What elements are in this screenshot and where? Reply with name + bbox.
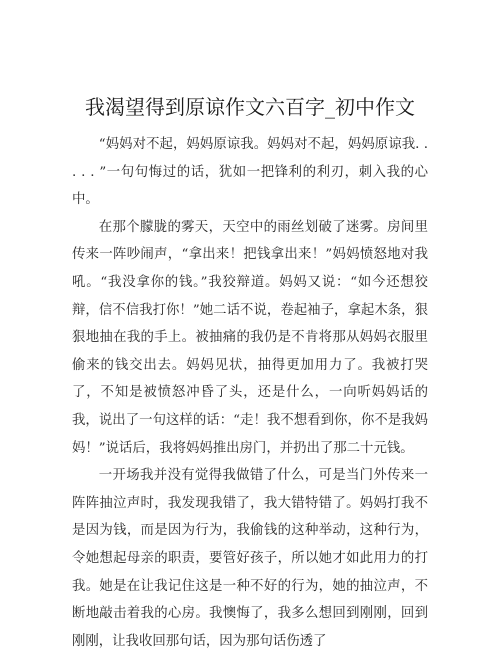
article-title: 我渴望得到原谅作文六百字_初中作文 — [85, 95, 415, 119]
article-paragraph: 一开场我并没有觉得我做错了什么，可是当门外传来一阵阵抽泣声时，我发现我错了，我大错特错了。妈妈打我不是因为钱，而是因为行为，我偷钱的这种举动，这种行为，令她想起母亲的职责，要管好孩子，所以她才如此用力的打我。她是在让我记住这是一种不好的行为，她的抽泣声，不断地敲击着我的心房。我懊悔了，我多么想回到刚刚，回到刚刚，让我收回那句话，因为那句话伤透了 — [72, 468, 428, 649]
article-paragraph: “妈妈对不起，妈妈原谅我。妈妈对不起，妈妈原谅我. . . . . ”一句句悔过的话，犹如一把锋利的利刃，刺入我的心中。 — [72, 137, 428, 208]
article-paragraph: 在那个朦胧的雾天，天空中的雨丝划破了迷雾。房间里传来一阵吵闹声，“拿出来！把钱拿出来！”妈妈愤怒地对我吼。“我没拿你的钱。”我狡辩道。妈妈又说：“如今还想狡辩，信不信我打你！”她二话不说，卷起袖子，拿起木条，狠狠地抽在我的手上。被抽痛的我仍是不肯将那从妈妈衣服里偷来的钱交出去。妈妈见状，抽得更加用力了。我被打哭了，不知是被愤怒冲昏了头，还是什么，一向听妈妈话的我，说出了一句这样的话：“走！我不想看到你，你不是我妈妈！”说话后，我将妈妈推出房门，并扔出了那二十元钱。 — [72, 219, 428, 456]
article-body — [72, 131, 428, 655]
